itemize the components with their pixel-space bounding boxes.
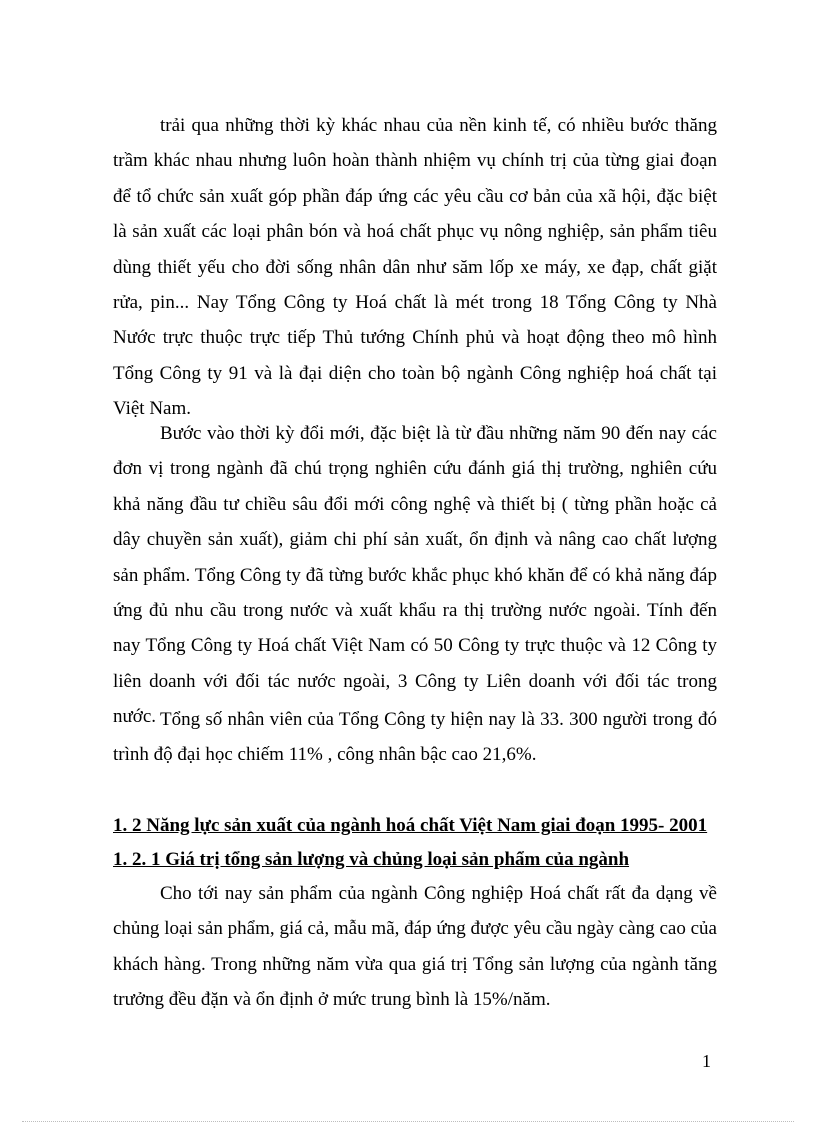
subsection-heading: 1. 2. 1 Giá trị tổng sản lượng và chủng loại sản phẩm của ngành — [113, 849, 630, 870]
paragraph-renovation: Bước vào thời kỳ đổi mới, đặc biệt là từ đầu những năm 90 đến nay các đơn vị trong ngành đã chú trọng nghiên cứu đánh giá thị trường, nghiên cứu khả năng đầu tư chiều sâu đổi mới công nghệ và thiết bị ( từng phần hoặc cả dây chuyền sản xuất), giảm chi phí sản xuất, ổn định và nâng cao chất lượng sản phẩm. Tổng Công ty đã từng bước khắc phục khó khăn để có khả năng đáp ứng đủ nhu cầu trong nước và xuất khẩu ra thị trường nước ngoài. Tính đến nay Tổng Công ty Hoá chất Việt Nam có 50 Công ty trực thuộc và 12 Công ty liên doanh với đối tác nước ngoài, 3 Công ty Liên doanh với đối tác trong nước. — [113, 423, 717, 728]
section-heading: 1. 2 Năng lực sản xuất của ngành hoá chất Việt Nam giai đoạn 1995- 2001 — [113, 815, 708, 836]
paragraph-products: Cho tới nay sản phẩm của ngành Công nghiệp Hoá chất rất đa dạng về chủng loại sản phẩm, giá cả, mẫu mã, đáp ứng được yêu cầu ngày càng cao của khách hàng. Trong những năm vừa qua giá trị Tổng sản lượng của ngành tăng trưởng đều đặn và ổn định ở mức trung bình là 15%/năm. — [113, 883, 717, 1011]
page-number: 1 — [702, 1051, 711, 1071]
page-bottom-divider — [22, 1121, 794, 1122]
paragraph-employees: Tổng số nhân viên của Tổng Công ty hiện nay là 33. 300 người trong đó trình độ đại học chiếm 11% , công nhân bậc cao 21,6%. — [113, 709, 717, 766]
paragraph-history: trải qua những thời kỳ khác nhau của nền kinh tế, có nhiều bước thăng trầm khác nhau nhưng luôn hoàn thành nhiệm vụ chính trị của từng giai đoạn để tổ chức sản xuất góp phần đáp ứng các yêu cầu cơ bản của xã hội, đặc biệt là sản xuất các loại phân bón và hoá chất phục vụ nông nghiệp, sản phẩm tiêu dùng thiết yếu cho đời sống nhân dân như săm lốp xe máy, xe đạp, chất giặt rửa, pin... Nay Tổng Công ty Hoá chất là mét trong 18 Tổng Công ty Nhà Nước trực thuộc trực tiếp Thủ tướng Chính phủ và hoạt động theo mô hình Tổng Công ty 91 và là đại diện cho toàn bộ ngành Công nghiệp hoá chất tại Việt Nam. — [113, 115, 717, 420]
